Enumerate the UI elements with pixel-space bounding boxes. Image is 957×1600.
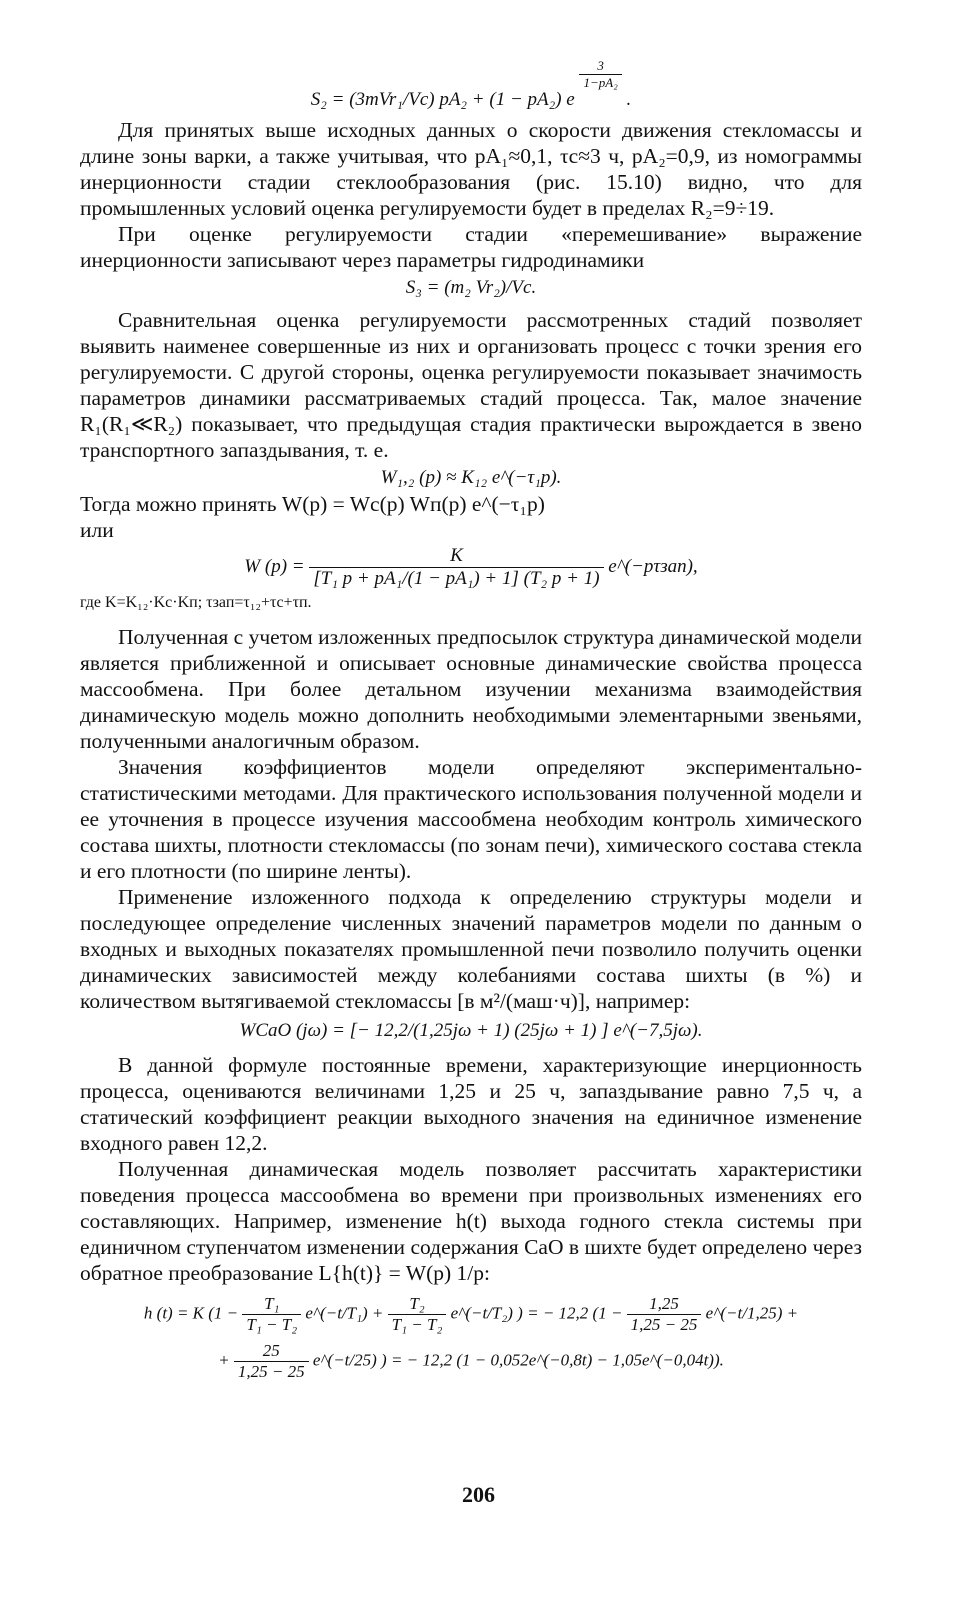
paragraph-8: В данной формуле постоянные времени, характеризующие инерционность процесса, оцениваются величинами 1,25 и 25 ч, запаздывание равно 7,5 ч, а статический коэффициент реакции выходного значения на единичное изменение входного равен 12,2. [80,1053,862,1155]
equation-h-line2: + $\frac{25}{1,25 - 25}$ e^(−t/25) ) = − 12,2 (1 − 0,052e^(−0,8t) − 1,05e^(−0,04t)). [218,1341,724,1381]
equation-s3: S₃ = (m₂ Vr₂)/Vc. [405,277,537,298]
where-clause: где K=K₁₂·Kc·Kп; τзап=τ₁₂+τc+τп. [80,594,312,611]
equation-s2: S₂ = (3mVr₁/Vc) pA₂ + (1 − pA₂) e $\frac{3}{\text{1−pA₂}}$ . [310,58,632,110]
paragraph-2: При оценке регулируемости стадии «перемешивание» выражение инерционности записывают через параметры гидродинамики [80,222,862,272]
paragraph-5: Полученная с учетом изложенных предпосылок структура динамической модели является приближенной и описывает основные динамические свойства процесса массообмена. При более детальном изучении механизма взаимодействия динамическую модель можно дополнить необходимыми элементарными звеньями, полученными аналогичным образом. [80,625,862,753]
transfer-fraction: $\frac{K}{\text{[T₁ p + pA₁/(1 − pA₁) + 1] (T₂ p + 1)}}$ [309,545,603,590]
paragraph-4b: или [80,518,114,542]
paragraph-4: Тогда можно принять W(p) = Wc(p) Wп(p) e^(−τ₁p) [80,492,545,516]
page-body [80,52,862,1382]
equation-h-line1: h (t) = K (1 − $\frac{\text{T₁}}{\text{T₁ − T₂}}$ e^(−t/T₁) + $\frac{\text{T₂}}{\text{T₁ − T₂}}$ e^(−t/T₂) ) = − 12,2 (1 − $\frac{1,25}{1,25 - 25}$ e^(−t/1,25) + [143,1294,799,1334]
equation-w: W (p) = $\frac{K}{\text{[T₁ p + pA₁/(1 − pA₁) + 1] (T₂ p + 1)}}$ e^(−pτзап), [244,545,698,589]
paragraph-9: Полученная динамическая модель позволяет рассчитать характеристики поведения процесса массообмена во времени при произвольных изменениях его составляющих. Например, изменение h(t) выхода годного стекла системы при единичном ступенчатом изменении содержания CaO в шихте будет определено через обратное преобразование L{h(t)} = W(p) 1/p: [80,1157,862,1285]
equation-wcao: WCaO (jω) = [− 12,2/(1,25jω + 1) (25jω + 1) ] e^(−7,5jω). [239,1020,703,1041]
paragraph-7: Применение изложенного подхода к определению структуры модели и последующее определение численных значений параметров модели по данным о входных и выходных показателях промышленной печи позволило получить оценки динамических зависимостей между колебаниями состава шихты (в %) и количеством вытягиваемой стекломассы [в м²/(маш·ч)], например: [80,885,862,1013]
page-number: 206 [462,1482,495,1507]
paragraph-6: Значения коэффициентов модели определяют экспериментально-статистическими методами. Для практического использования полученной модели и ее уточнения в процессе изучения массообмена необходим контроль химического состава шихты, плотности стекломассы (по зонам печи), химического состава стекла и его плотности (по ширине ленты). [80,755,862,883]
exponent-fraction: $\frac{3}{\text{1−pA₂}}$ [579,58,621,91]
paragraph-3: Сравнительная оценка регулируемости рассмотренных стадий позволяет выявить наименее совершенные из них и организовать процесс с точки зрения его регулируемости. С другой стороны, оценка регулируемости показывает значимость параметров динамики рассматриваемых стадий процесса. Так, малое значение R₁(R₁≪R₂) показывает, что предыдущая стадия практически вырождается в звено транспортного запаздывания, т. е. [80,308,862,462]
paragraph-1: Для принятых выше исходных данных о скорости движения стекломассы и длине зоны варки, а также учитывая, что pA₁≈0,1, τс≈3 ч, pA₂=0,9, из номограммы инерционности стадии стеклообразования (рис. 15.10) видно, что для промышленных условий оценка регулируемости будет в пределах R₂=9÷19. [80,118,862,220]
equation-w12: W₁,₂ (p) ≈ K₁₂ e^(−τ₁p). [380,467,562,488]
